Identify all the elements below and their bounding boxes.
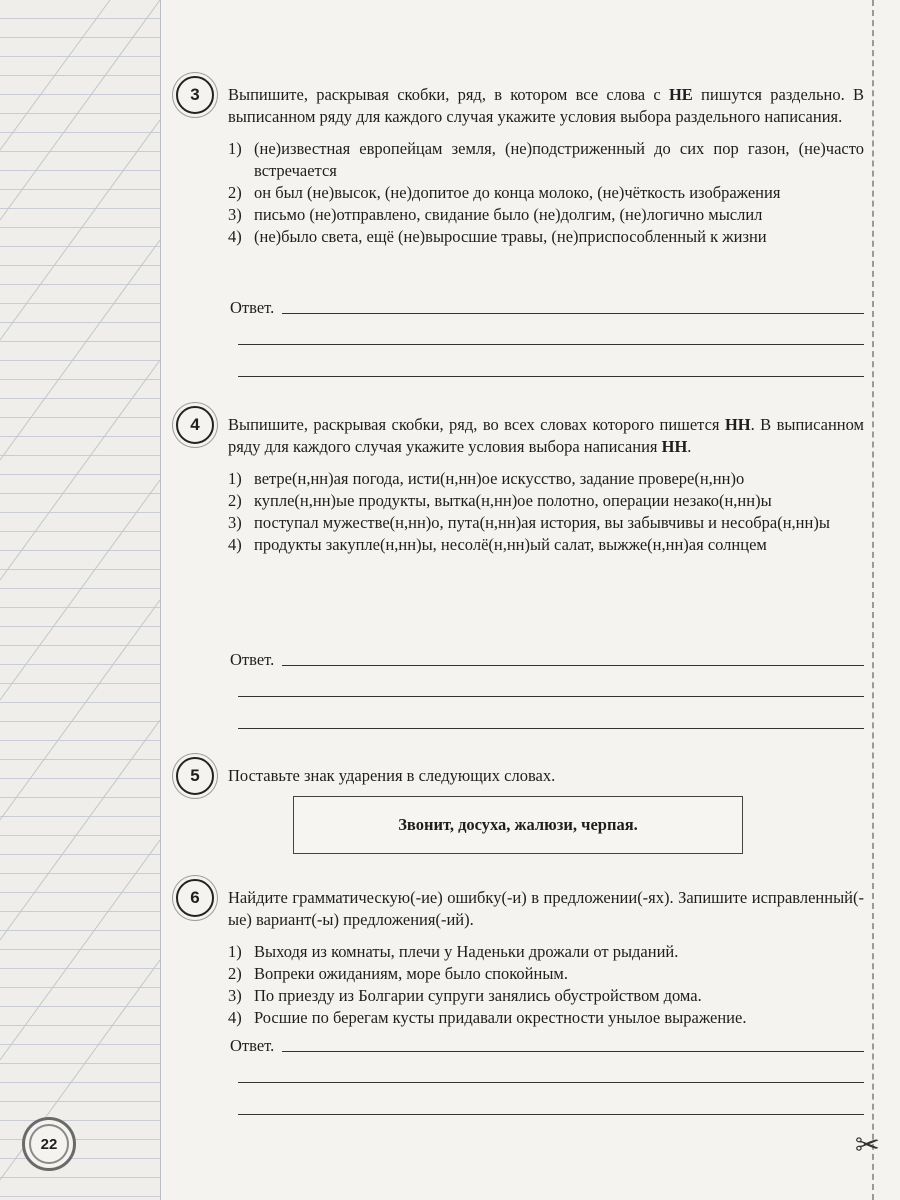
task-3-answer-area[interactable] bbox=[230, 296, 864, 318]
option-item: 1) Выходя из комнаты, плечи у Наденьки дрожали от рыданий. bbox=[228, 942, 679, 961]
answer-line[interactable] bbox=[238, 376, 864, 377]
option-item: 2) купле(н,нн)ые продукты, вытка(н,нн)ое полотно, операции незако(н,нн)ы bbox=[228, 491, 772, 510]
task-number-4: 4 bbox=[176, 406, 214, 444]
task-4 bbox=[228, 414, 864, 556]
answer-line[interactable] bbox=[238, 696, 864, 697]
task-6 bbox=[228, 887, 864, 1029]
task-4-options bbox=[228, 468, 864, 556]
answer-line[interactable] bbox=[282, 1050, 864, 1052]
option-item: 3) По приезду из Болгарии супруги занялись обустройством дома. bbox=[228, 986, 702, 1005]
task-5 bbox=[228, 765, 864, 787]
option-item: 3) письмо (не)отправлено, свидание было (не)долгим, (не)логично мыслил bbox=[228, 205, 763, 224]
answer-line[interactable] bbox=[238, 728, 864, 729]
answer-label: Ответ. bbox=[230, 1036, 275, 1055]
task-5-prompt: Поставьте знак ударения в следующих словах. bbox=[228, 766, 556, 785]
scissors-icon: ✂ bbox=[854, 1128, 880, 1163]
option-item: 4) продукты закупле(н,нн)ы, несолё(н,нн)ый салат, выжже(н,нн)ая солнцем bbox=[228, 535, 767, 554]
page-number-badge bbox=[22, 1117, 76, 1171]
task-number-3: 3 bbox=[176, 76, 214, 114]
task-3 bbox=[228, 84, 864, 248]
task-3-prompt: Выпишите, раскрывая скобки, ряд, в котором все слова с НЕ пишутся раздельно. В выписанном ряду для каждого случая укажите условия выбора раздельного написания. bbox=[228, 85, 864, 126]
stress-words-box: Звонит, досуха, жалюзи, черпая. bbox=[293, 796, 743, 854]
task-6-options bbox=[228, 941, 864, 1029]
answer-line[interactable] bbox=[238, 1114, 864, 1115]
option-item: 2) Вопреки ожиданиям, море было спокойным. bbox=[228, 964, 568, 983]
option-item: 1) ветре(н,нн)ая погода, исти(н,нн)ое искусство, задание провере(н,нн)о bbox=[228, 469, 745, 488]
notebook-margin bbox=[0, 0, 160, 1200]
task-3-options bbox=[228, 138, 864, 248]
option-item: 1) (не)известная европейцам земля, (не)подстриженный до сих пор газон, (не)часто встречается bbox=[228, 139, 864, 180]
task-6-prompt: Найдите грамматическую(-ие) ошибку(-и) в предложении(-ях). Запишите исправленный(-ые) вариант(-ы) предложения(-ий). bbox=[228, 888, 864, 929]
answer-line[interactable] bbox=[238, 1082, 864, 1083]
option-item: 4) Росшие по берегам кусты придавали окрестности унылое выражение. bbox=[228, 1008, 747, 1027]
option-item: 3) поступал мужестве(н,нн)о, пута(н,нн)ая история, вы забывчивы и несобра(н,нн)ы bbox=[228, 513, 830, 532]
answer-label: Ответ. bbox=[230, 650, 275, 669]
answer-line[interactable] bbox=[282, 312, 864, 314]
margin-border bbox=[160, 0, 161, 1200]
answer-line[interactable] bbox=[238, 344, 864, 345]
answer-line[interactable] bbox=[282, 664, 864, 666]
margin-diagonal-lines bbox=[0, 0, 160, 1200]
task-number-6: 6 bbox=[176, 879, 214, 917]
task-number-5: 5 bbox=[176, 757, 214, 795]
task-6-answer-area[interactable] bbox=[230, 1034, 864, 1056]
option-item: 2) он был (не)высок, (не)допитое до конца молоко, (не)чёткость изображения bbox=[228, 183, 781, 202]
task-4-answer-area[interactable] bbox=[230, 648, 864, 670]
page-number: 22 bbox=[29, 1124, 69, 1164]
option-item: 4) (не)было света, ещё (не)выросшие травы, (не)приспособленный к жизни bbox=[228, 227, 767, 246]
cut-line bbox=[872, 0, 874, 1200]
task-4-prompt: Выпишите, раскрывая скобки, ряд, во всех словах которого пишется НН. В выписанном ряду для каждого случая укажите условия выбора написания НН. bbox=[228, 415, 864, 456]
answer-label: Ответ. bbox=[230, 298, 275, 317]
